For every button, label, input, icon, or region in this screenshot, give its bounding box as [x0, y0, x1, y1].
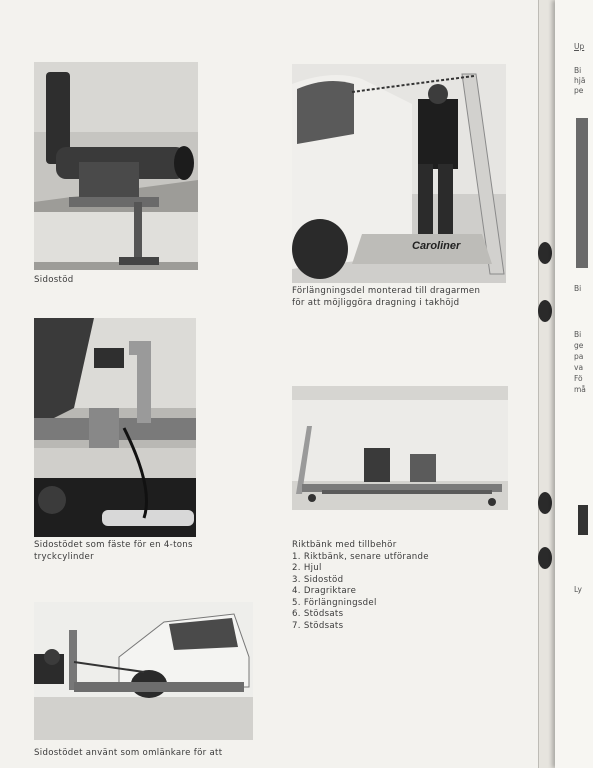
photo-riktbank — [292, 386, 508, 510]
next-page-photo — [578, 505, 588, 535]
next-page-text: Ly — [574, 585, 582, 594]
riktbank-item: 4. Dragriktare — [292, 586, 357, 596]
riktbank-title: Riktbänk med tillbehör — [292, 540, 397, 550]
caption-forlangningsdel — [292, 286, 480, 309]
caption-line: Sidostödet använt som omlänkare för att — [34, 748, 223, 758]
next-page-text: pa — [574, 352, 584, 361]
next-page-photo — [576, 118, 588, 268]
next-page-edge — [555, 0, 593, 768]
caption-sidostod-faste — [34, 540, 193, 563]
caption-line: tryckcylinder — [34, 551, 94, 562]
next-page-text: va — [574, 363, 584, 372]
photo-forlangningsdel-drawing — [292, 64, 506, 283]
riktbank-item: 3. Sidostöd — [292, 574, 344, 585]
caption-line: Sidostöd — [34, 275, 74, 285]
binding-hole — [538, 492, 552, 514]
riktbank-item: 1. Riktbänk, senare utförande — [292, 551, 429, 562]
next-page-text: Fö — [574, 374, 583, 383]
photo-omlankare — [34, 602, 253, 740]
next-page-text: Up — [574, 42, 585, 51]
binding-hole — [538, 547, 552, 569]
next-page-text: Bi — [574, 66, 582, 75]
caption-line: Förlängningsdel monterad till dragarmen — [292, 286, 481, 296]
riktbank-item: 7. Stödsats — [292, 620, 344, 631]
photo-forlangningsdel — [292, 64, 506, 283]
next-page-text: pe — [574, 86, 584, 95]
riktbank-item: 6. Stödsats — [292, 609, 344, 619]
binding-hole — [538, 242, 552, 264]
next-page-text: ge — [574, 341, 584, 350]
riktbank-item: 5. Förlängningsdel — [292, 597, 377, 608]
next-page-text: Bi — [574, 330, 582, 339]
photo-omlankare-drawing — [34, 602, 253, 740]
binding-hole — [538, 300, 552, 322]
next-page-text: hjä — [574, 76, 586, 85]
caption-line: Sidostödet som fäste för en 4-tons — [34, 540, 193, 550]
next-page-text: Bi — [574, 284, 582, 293]
caption-line: för att möjliggöra dragning i takhöjd — [292, 297, 460, 308]
next-page-text: må — [574, 385, 586, 394]
caption-omlankare — [34, 748, 222, 760]
photo-sidostod-faste-drawing — [34, 318, 196, 537]
riktbank-item: 2. Hjul — [292, 563, 322, 573]
photo-sidostod-faste — [34, 318, 196, 537]
photo-riktbank-drawing — [292, 386, 508, 510]
photo-sidostod — [34, 62, 198, 270]
caroliner-mark: Caroliner — [412, 240, 461, 252]
photo-sidostod-drawing — [34, 62, 198, 270]
caption-sidostod — [34, 275, 74, 287]
riktbank-caption — [292, 540, 429, 632]
